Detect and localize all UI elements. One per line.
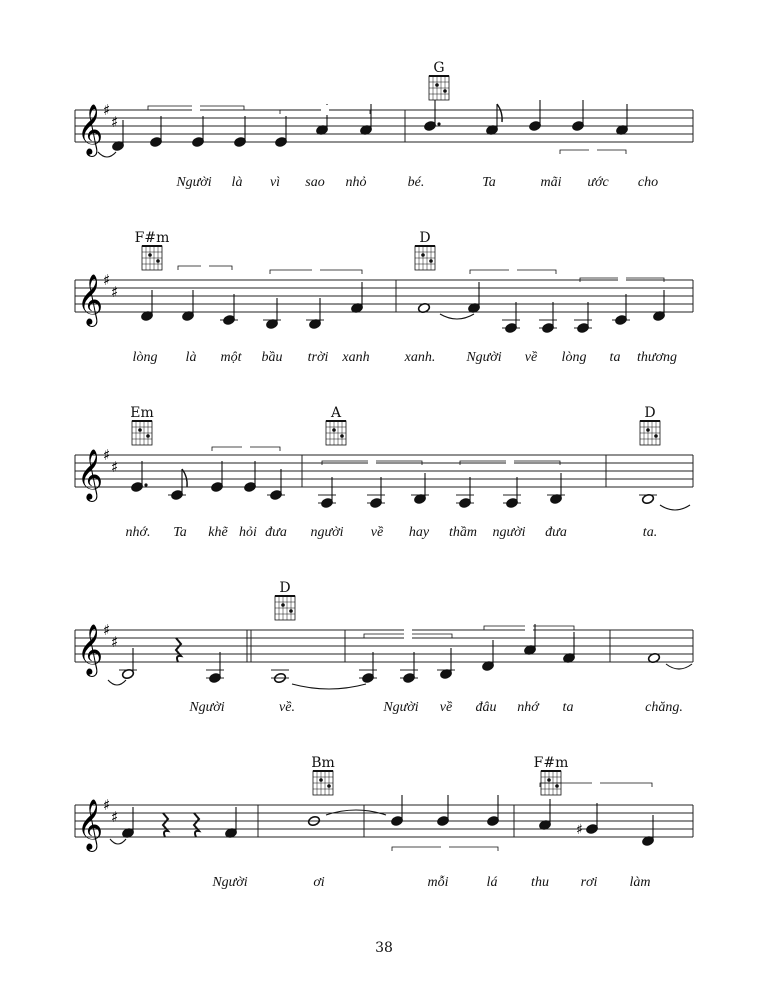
lyric-word: người: [492, 525, 526, 540]
sharp-c: ♯: [111, 633, 119, 651]
quarter-rest: [163, 813, 168, 837]
lyric-word: về: [370, 525, 384, 540]
lyric-word: hay: [408, 525, 430, 540]
lyric-word: Người: [212, 875, 248, 890]
sharp-c: ♯: [111, 113, 119, 131]
lyric-word: Ta: [482, 175, 496, 190]
treble-clef: 𝄞: [77, 274, 104, 325]
lyric-word: thầm: [449, 525, 477, 540]
lyric-word: là: [185, 350, 197, 365]
lyric-word: ơi: [313, 875, 325, 890]
lyric-word: ta: [562, 700, 574, 715]
lyric-word: thu: [531, 875, 549, 890]
lyric-word: lá: [486, 875, 498, 890]
sharp-f: ♯: [103, 271, 111, 289]
chord-name: F#m: [134, 230, 170, 246]
lyric-word: vì: [269, 175, 281, 190]
chord-name: Bm: [311, 755, 335, 771]
lyric-word: ước: [587, 175, 609, 190]
lyric-word: làm: [629, 875, 651, 890]
lyric-word: mỗi: [427, 875, 449, 890]
sharp-c: ♯: [111, 808, 119, 826]
lyric-word: nhớ.: [125, 525, 151, 540]
sharp-f: ♯: [103, 101, 111, 119]
lyric-word: đưa: [545, 525, 567, 540]
lyric-word: chăng.: [645, 700, 683, 715]
lyric-word: cho: [637, 175, 659, 190]
sharp-f: ♯: [103, 796, 111, 814]
lyric-word: xanh.: [404, 350, 436, 365]
lyric-word: Người: [176, 175, 212, 190]
lyric-word: khẽ: [208, 525, 228, 540]
lyric-word: hỏi: [239, 525, 257, 540]
note-flag: [182, 469, 187, 487]
lyric-word: thương: [637, 350, 677, 365]
sharp-c: ♯: [111, 283, 119, 301]
treble-clef: 𝄞: [77, 104, 104, 155]
chord-name: D: [279, 580, 291, 596]
sharp-f: ♯: [103, 446, 111, 464]
note-dot: [437, 122, 440, 125]
lyric-word: đưa: [265, 525, 287, 540]
lyric-word: Người: [189, 700, 225, 715]
chord-name: D: [644, 405, 656, 421]
lyric-word: ta: [609, 350, 621, 365]
tie: [110, 839, 126, 844]
lyric-word: về: [439, 700, 453, 715]
accidental-sharp: ♯: [576, 822, 583, 838]
quarter-rest: [194, 813, 199, 837]
chord-name: D: [419, 230, 431, 246]
lyric-word: xanh: [342, 350, 370, 365]
chord-name: F#m: [533, 755, 569, 771]
tie: [440, 314, 474, 319]
lyric-word: về.: [279, 700, 295, 715]
lyric-word: bé.: [407, 175, 425, 190]
lyric-word: Người: [466, 350, 502, 365]
lyric-word: về: [524, 350, 538, 365]
tie: [660, 505, 690, 510]
lyric-word: sao: [305, 175, 325, 190]
lyric-word: Ta: [173, 525, 187, 540]
lyric-word: trời: [307, 350, 329, 365]
tie: [666, 664, 692, 669]
treble-clef: 𝄞: [77, 624, 104, 675]
chord-name: G: [433, 60, 445, 76]
chord-name: Em: [130, 405, 154, 421]
lyric-word: ta.: [642, 525, 658, 540]
lyric-word: một: [220, 350, 242, 365]
lyric-word: người: [310, 525, 344, 540]
sharp-c: ♯: [111, 458, 119, 476]
lyric-word: mãi: [540, 175, 562, 190]
lyric-word: rơi: [580, 875, 598, 890]
page-number: 38: [375, 940, 393, 956]
quarter-rest: [176, 638, 181, 662]
sharp-f: ♯: [103, 621, 111, 639]
lyric-word: nhớ: [517, 700, 539, 715]
lyric-word: đâu: [475, 700, 497, 715]
treble-clef: 𝄞: [77, 449, 104, 500]
tie: [108, 680, 126, 685]
staff-system-5: [0, 755, 768, 905]
treble-clef: 𝄞: [77, 799, 104, 850]
note-dot: [144, 483, 147, 486]
lyric-word: lòng: [561, 350, 587, 365]
lyric-word: Người: [383, 700, 419, 715]
lyric-word: lòng: [132, 350, 158, 365]
lyric-word: là: [231, 175, 243, 190]
chord-name: A: [330, 405, 342, 421]
tie: [292, 684, 366, 689]
lyric-word: nhỏ: [345, 175, 367, 190]
note-flag: [497, 104, 502, 122]
lyric-word: bầu: [261, 350, 283, 365]
